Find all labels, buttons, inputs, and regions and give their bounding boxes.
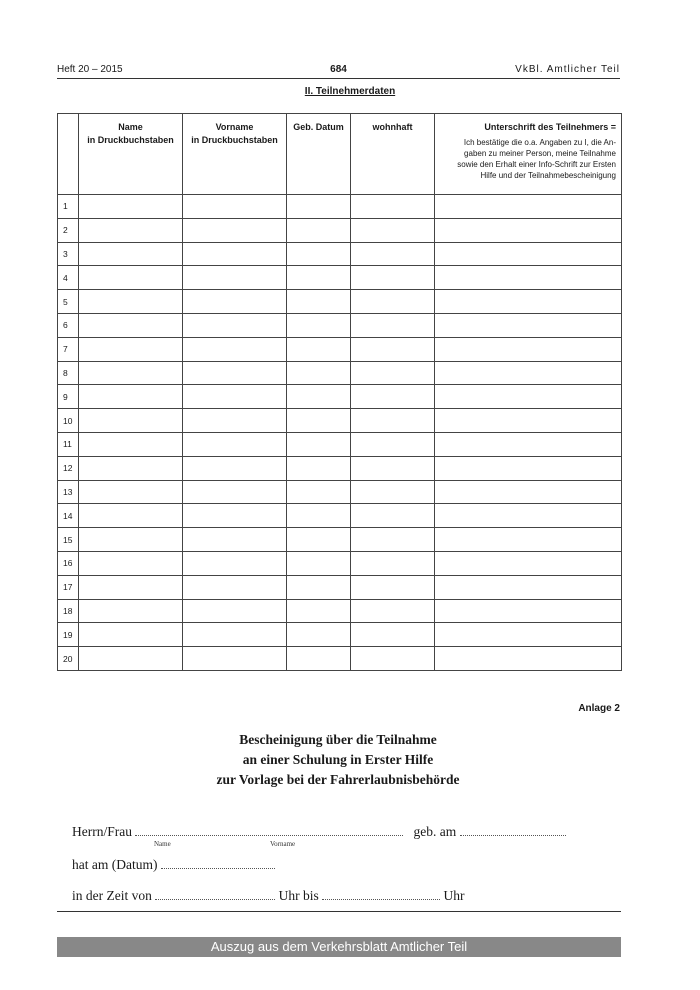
vorname-cell[interactable] <box>183 195 287 219</box>
name-cell[interactable] <box>79 337 183 361</box>
signature-note-line: Hilfe und der Teilnahmebescheinigung <box>480 171 616 180</box>
name-cell[interactable] <box>79 575 183 599</box>
wohnhaft-cell[interactable] <box>351 575 435 599</box>
signature-cell[interactable] <box>435 551 622 575</box>
signature-note-line: Ich bestätige die o.a. Angaben zu I, die An- <box>463 138 616 147</box>
wohnhaft-cell[interactable] <box>351 337 435 361</box>
time-to-field[interactable] <box>322 889 440 900</box>
row-number: 19 <box>58 623 79 647</box>
wohnhaft-cell[interactable] <box>351 432 435 456</box>
signature-cell[interactable] <box>435 242 622 266</box>
time-from-field[interactable] <box>155 889 275 900</box>
signature-cell[interactable] <box>435 575 622 599</box>
vorname-cell[interactable] <box>183 266 287 290</box>
geb-datum-cell[interactable] <box>287 647 351 671</box>
row-number: 14 <box>58 504 79 528</box>
geb-datum-cell[interactable] <box>287 337 351 361</box>
signature-cell[interactable] <box>435 456 622 480</box>
form-line-time <box>72 888 464 904</box>
table-row <box>58 195 622 219</box>
name-cell[interactable] <box>79 361 183 385</box>
wohnhaft-cell[interactable] <box>351 456 435 480</box>
geb-datum-header: Geb. Datum <box>287 114 351 195</box>
wohnhaft-cell[interactable] <box>351 647 435 671</box>
page-header <box>57 62 620 79</box>
table-row <box>58 385 622 409</box>
certificate-title-line: Bescheinigung über die Teilnahme <box>239 732 437 747</box>
geb-datum-cell[interactable] <box>287 218 351 242</box>
vorname-cell[interactable] <box>183 599 287 623</box>
table-row <box>58 575 622 599</box>
vorname-cell[interactable] <box>183 575 287 599</box>
signature-cell[interactable] <box>435 385 622 409</box>
table-row <box>58 456 622 480</box>
hat-am-label: hat am (Datum) <box>72 857 158 872</box>
name-header-sub: in Druckbuchstaben <box>87 135 174 145</box>
table-row <box>58 599 622 623</box>
geb-datum-cell[interactable] <box>287 242 351 266</box>
certificate-title-line: zur Vorlage bei der Fahrerlaubnisbehörde <box>216 772 460 787</box>
geb-datum-cell[interactable] <box>287 266 351 290</box>
wohnhaft-cell[interactable] <box>351 480 435 504</box>
row-number: 17 <box>58 575 79 599</box>
geb-datum-cell[interactable] <box>287 599 351 623</box>
section-title: II. Teilnehmerdaten <box>304 86 396 97</box>
signature-header-label: Unterschrift des Teilnehmers = <box>484 122 616 132</box>
geb-datum-cell[interactable] <box>287 456 351 480</box>
footer-banner: Auszug aus dem Verkehrsblatt Amtlicher Teil <box>57 937 621 957</box>
row-number: 13 <box>58 480 79 504</box>
form-line-name <box>72 824 566 840</box>
number-header <box>58 114 79 195</box>
geb-datum-cell[interactable] <box>287 575 351 599</box>
name-header-label: Name <box>118 122 143 132</box>
name-cell[interactable] <box>79 409 183 433</box>
signature-note-line: gaben zu meiner Person, meine Teilnahme <box>464 149 616 158</box>
vorname-cell[interactable] <box>183 551 287 575</box>
geb-datum-cell[interactable] <box>287 623 351 647</box>
wohnhaft-cell[interactable] <box>351 504 435 528</box>
vorname-cell[interactable] <box>183 337 287 361</box>
signature-cell[interactable] <box>435 361 622 385</box>
vorname-cell[interactable] <box>183 290 287 314</box>
name-cell[interactable] <box>79 623 183 647</box>
vorname-cell[interactable] <box>183 480 287 504</box>
signature-header <box>435 114 622 195</box>
row-number: 16 <box>58 551 79 575</box>
wohnhaft-cell[interactable] <box>351 266 435 290</box>
signature-note <box>435 137 616 181</box>
row-number: 4 <box>58 266 79 290</box>
herr-frau-label: Herrn/Frau <box>72 824 132 839</box>
certificate-title-line: an einer Schulung in Erster Hilfe <box>242 752 434 767</box>
table-row <box>58 242 622 266</box>
signature-cell[interactable] <box>435 647 622 671</box>
signature-cell[interactable] <box>435 504 622 528</box>
row-number: 5 <box>58 290 79 314</box>
wohnhaft-cell[interactable] <box>351 551 435 575</box>
table-row <box>58 432 622 456</box>
date-field[interactable] <box>161 858 275 869</box>
name-cell[interactable] <box>79 456 183 480</box>
wohnhaft-cell[interactable] <box>351 623 435 647</box>
geb-datum-cell[interactable] <box>287 290 351 314</box>
geb-datum-cell[interactable] <box>287 504 351 528</box>
wohnhaft-cell[interactable] <box>351 361 435 385</box>
vorname-cell[interactable] <box>183 504 287 528</box>
geb-datum-cell[interactable] <box>287 480 351 504</box>
name-cell[interactable] <box>79 242 183 266</box>
row-number: 1 <box>58 195 79 219</box>
anlage-label: Anlage 2 <box>578 703 620 714</box>
name-cell[interactable] <box>79 504 183 528</box>
signature-cell[interactable] <box>435 290 622 314</box>
vorname-cell[interactable] <box>183 218 287 242</box>
vorname-cell[interactable] <box>183 313 287 337</box>
uhr-label: Uhr <box>443 888 465 903</box>
vorname-cell[interactable] <box>183 409 287 433</box>
signature-cell[interactable] <box>435 623 622 647</box>
signature-cell[interactable] <box>435 195 622 219</box>
wohnhaft-cell[interactable] <box>351 242 435 266</box>
vorname-cell[interactable] <box>183 528 287 552</box>
wohnhaft-cell[interactable] <box>351 290 435 314</box>
wohnhaft-cell[interactable] <box>351 528 435 552</box>
wohnhaft-cell[interactable] <box>351 385 435 409</box>
wohnhaft-cell[interactable] <box>351 599 435 623</box>
name-hint: Name <box>154 840 171 848</box>
vorname-hint: Vorname <box>270 840 296 848</box>
geb-datum-cell[interactable] <box>287 385 351 409</box>
row-number: 12 <box>58 456 79 480</box>
vorname-header-sub: in Druckbuchstaben <box>191 135 278 145</box>
table-row <box>58 266 622 290</box>
geb-am-label: geb. am <box>413 824 457 839</box>
name-cell[interactable] <box>79 195 183 219</box>
signature-cell[interactable] <box>435 528 622 552</box>
signature-cell[interactable] <box>435 218 622 242</box>
row-number: 2 <box>58 218 79 242</box>
table-header-row <box>58 114 622 195</box>
name-field[interactable] <box>135 825 403 836</box>
time-from-label: in der Zeit von <box>72 888 152 903</box>
vorname-header-label: Vorname <box>215 122 254 132</box>
table-row <box>58 551 622 575</box>
table-row <box>58 647 622 671</box>
geb-datum-cell[interactable] <box>287 361 351 385</box>
vorname-cell[interactable] <box>183 432 287 456</box>
row-number: 10 <box>58 409 79 433</box>
table-row <box>58 337 622 361</box>
signature-cell[interactable] <box>435 266 622 290</box>
vorname-cell[interactable] <box>183 647 287 671</box>
name-cell[interactable] <box>79 266 183 290</box>
row-number: 20 <box>58 647 79 671</box>
name-cell[interactable] <box>79 528 183 552</box>
name-cell[interactable] <box>79 432 183 456</box>
signature-cell[interactable] <box>435 599 622 623</box>
table-row <box>58 218 622 242</box>
signature-cell[interactable] <box>435 432 622 456</box>
vorname-cell[interactable] <box>183 361 287 385</box>
wohnhaft-cell[interactable] <box>351 313 435 337</box>
row-number: 6 <box>58 313 79 337</box>
journal-name: VkBl. Amtlicher Teil <box>515 64 620 75</box>
geb-datum-cell[interactable] <box>287 195 351 219</box>
name-cell[interactable] <box>79 218 183 242</box>
certificate-title <box>0 730 676 790</box>
table-row <box>58 504 622 528</box>
signature-cell[interactable] <box>435 480 622 504</box>
table-row <box>58 623 622 647</box>
name-header <box>79 114 183 195</box>
signature-cell[interactable] <box>435 313 622 337</box>
geb-datum-cell[interactable] <box>287 528 351 552</box>
signature-note-line: sowie den Erhalt einer Info-Schrift zur Ersten <box>457 160 616 169</box>
name-cell[interactable] <box>79 480 183 504</box>
geb-datum-cell[interactable] <box>287 409 351 433</box>
name-cell[interactable] <box>79 647 183 671</box>
row-number: 11 <box>58 432 79 456</box>
name-cell[interactable] <box>79 313 183 337</box>
wohnhaft-cell[interactable] <box>351 195 435 219</box>
name-cell[interactable] <box>79 599 183 623</box>
table-row <box>58 480 622 504</box>
form-line-date <box>72 857 275 873</box>
birthdate-field[interactable] <box>460 825 566 836</box>
table-row <box>58 313 622 337</box>
geb-datum-cell[interactable] <box>287 432 351 456</box>
vorname-cell[interactable] <box>183 385 287 409</box>
signature-cell[interactable] <box>435 409 622 433</box>
row-number: 3 <box>58 242 79 266</box>
geb-datum-cell[interactable] <box>287 551 351 575</box>
name-cell[interactable] <box>79 385 183 409</box>
table-row <box>58 290 622 314</box>
table-row <box>58 361 622 385</box>
time-to-label: Uhr bis <box>278 888 319 903</box>
row-number: 18 <box>58 599 79 623</box>
geb-datum-cell[interactable] <box>287 313 351 337</box>
name-cell[interactable] <box>79 551 183 575</box>
signature-cell[interactable] <box>435 337 622 361</box>
table-row <box>58 409 622 433</box>
participant-table <box>57 113 622 671</box>
issue-label: Heft 20 – 2015 <box>57 64 123 75</box>
vorname-header <box>183 114 287 195</box>
vorname-cell[interactable] <box>183 242 287 266</box>
divider-line <box>57 911 621 912</box>
page-number: 684 <box>330 64 347 75</box>
wohnhaft-cell[interactable] <box>351 409 435 433</box>
row-number: 8 <box>58 361 79 385</box>
table-row <box>58 528 622 552</box>
row-number: 9 <box>58 385 79 409</box>
wohnhaft-header: wohnhaft <box>351 114 435 195</box>
name-cell[interactable] <box>79 290 183 314</box>
vorname-cell[interactable] <box>183 623 287 647</box>
row-number: 7 <box>58 337 79 361</box>
row-number: 15 <box>58 528 79 552</box>
vorname-cell[interactable] <box>183 456 287 480</box>
wohnhaft-cell[interactable] <box>351 218 435 242</box>
